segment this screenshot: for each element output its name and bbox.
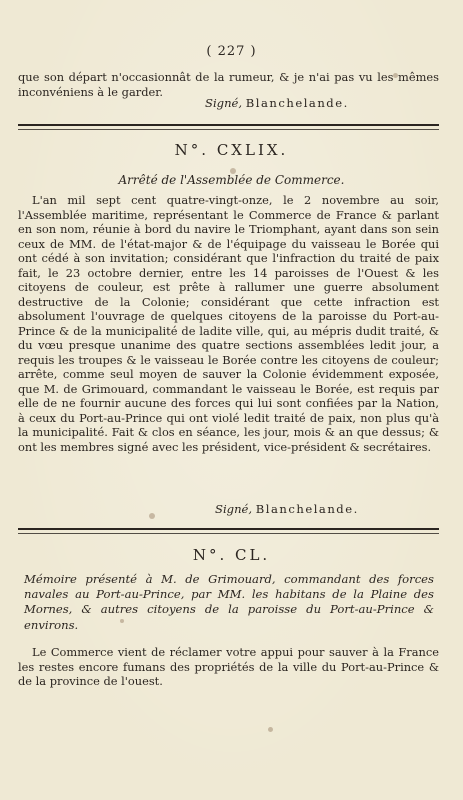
signature-name: Blanchelande. <box>255 502 359 516</box>
section-body <box>18 193 439 454</box>
foxing-spot <box>268 727 273 732</box>
carry-over-signature <box>205 96 349 110</box>
section-divider <box>18 124 439 126</box>
memoire-body <box>18 645 439 689</box>
section-signature <box>215 502 359 516</box>
signature-name: Blanchelande. <box>245 96 349 110</box>
memoire-title-text: Mémoire présenté à M. de Grimouard, commandant des forces navales au Port-au-Prince, par MM. les habitans de la Plaine des Mornes, & autres citoyens de la paroisse du Port-au-Prince & environs. <box>24 572 434 632</box>
section-title: Arrêté de l'Assemblée de Commerce. <box>118 173 345 187</box>
memoire-title <box>24 572 434 633</box>
memoire-body-text: Le Commerce vient de réclamer votre appui pour sauver à la France les restes encore fumans des propriétés de la ville du Port-au-Prince & de la province de l'ouest. <box>18 645 439 688</box>
section-number: N°. CXLIX. <box>174 141 289 159</box>
section-divider <box>18 528 439 530</box>
signature-label: Signé, <box>215 502 253 516</box>
section-number: N°. CL. <box>192 546 271 564</box>
section-body-text: L'an mil sept cent quatre-vingt-onze, le 2 novembre au soir, l'Assemblée maritime, représentant le Commerce de France & parlant en son nom, réunie à bord du navire le Triomphant, ayant dans son sein ceux de MM. de l'état-major & de l'équipage du vaisseau le Borée qui ont cédé à son invitation; considérant que l'infraction du traité de paix fait, le 23 octobre dernier, entre les 14 paroisses de l'Ouest & les citoyens de couleur, est prête à rallumer une guerre absolument destructive de la Colonie; considérant que cette infraction est absolument l'ouvrage de quelques citoyens de la paroisse du Port-au-Prince & de la municipalité de ladite ville, qui, au mépris dudit traité, & du vœu presque unanime des quatre sections assemblées ledit jour, a requis les troupes & le vaisseau le Borée contre les citoyens de couleur; arrête, comme seul moyen de sauver la Colonie évidemment exposée, que M. de Grimouard, commandant le vaisseau le Borée, est requis par elle de ne fournir aucune des forces qui lui sont confiées par la Nation, à ceux du Port-au-Prince qui ont violé ledit traité de paix, non plus qu'à la municipalité. Fait & clos en séance, les jour, mois & an que dessus; & ont les membres signé avec les président, vice-président & secrétaires. <box>18 193 439 454</box>
carry-over-text <box>18 70 439 99</box>
section-divider-thin <box>18 129 439 130</box>
signature-label: Signé, <box>205 96 243 110</box>
page-number: ( 227 ) <box>206 44 257 59</box>
section-divider-thin <box>18 533 439 534</box>
carry-over-paragraph: que son départ n'occasionnât de la rumeur, & je n'ai pas vu les mêmes inconvéniens à le garder. <box>18 70 439 99</box>
foxing-spot <box>149 513 155 519</box>
